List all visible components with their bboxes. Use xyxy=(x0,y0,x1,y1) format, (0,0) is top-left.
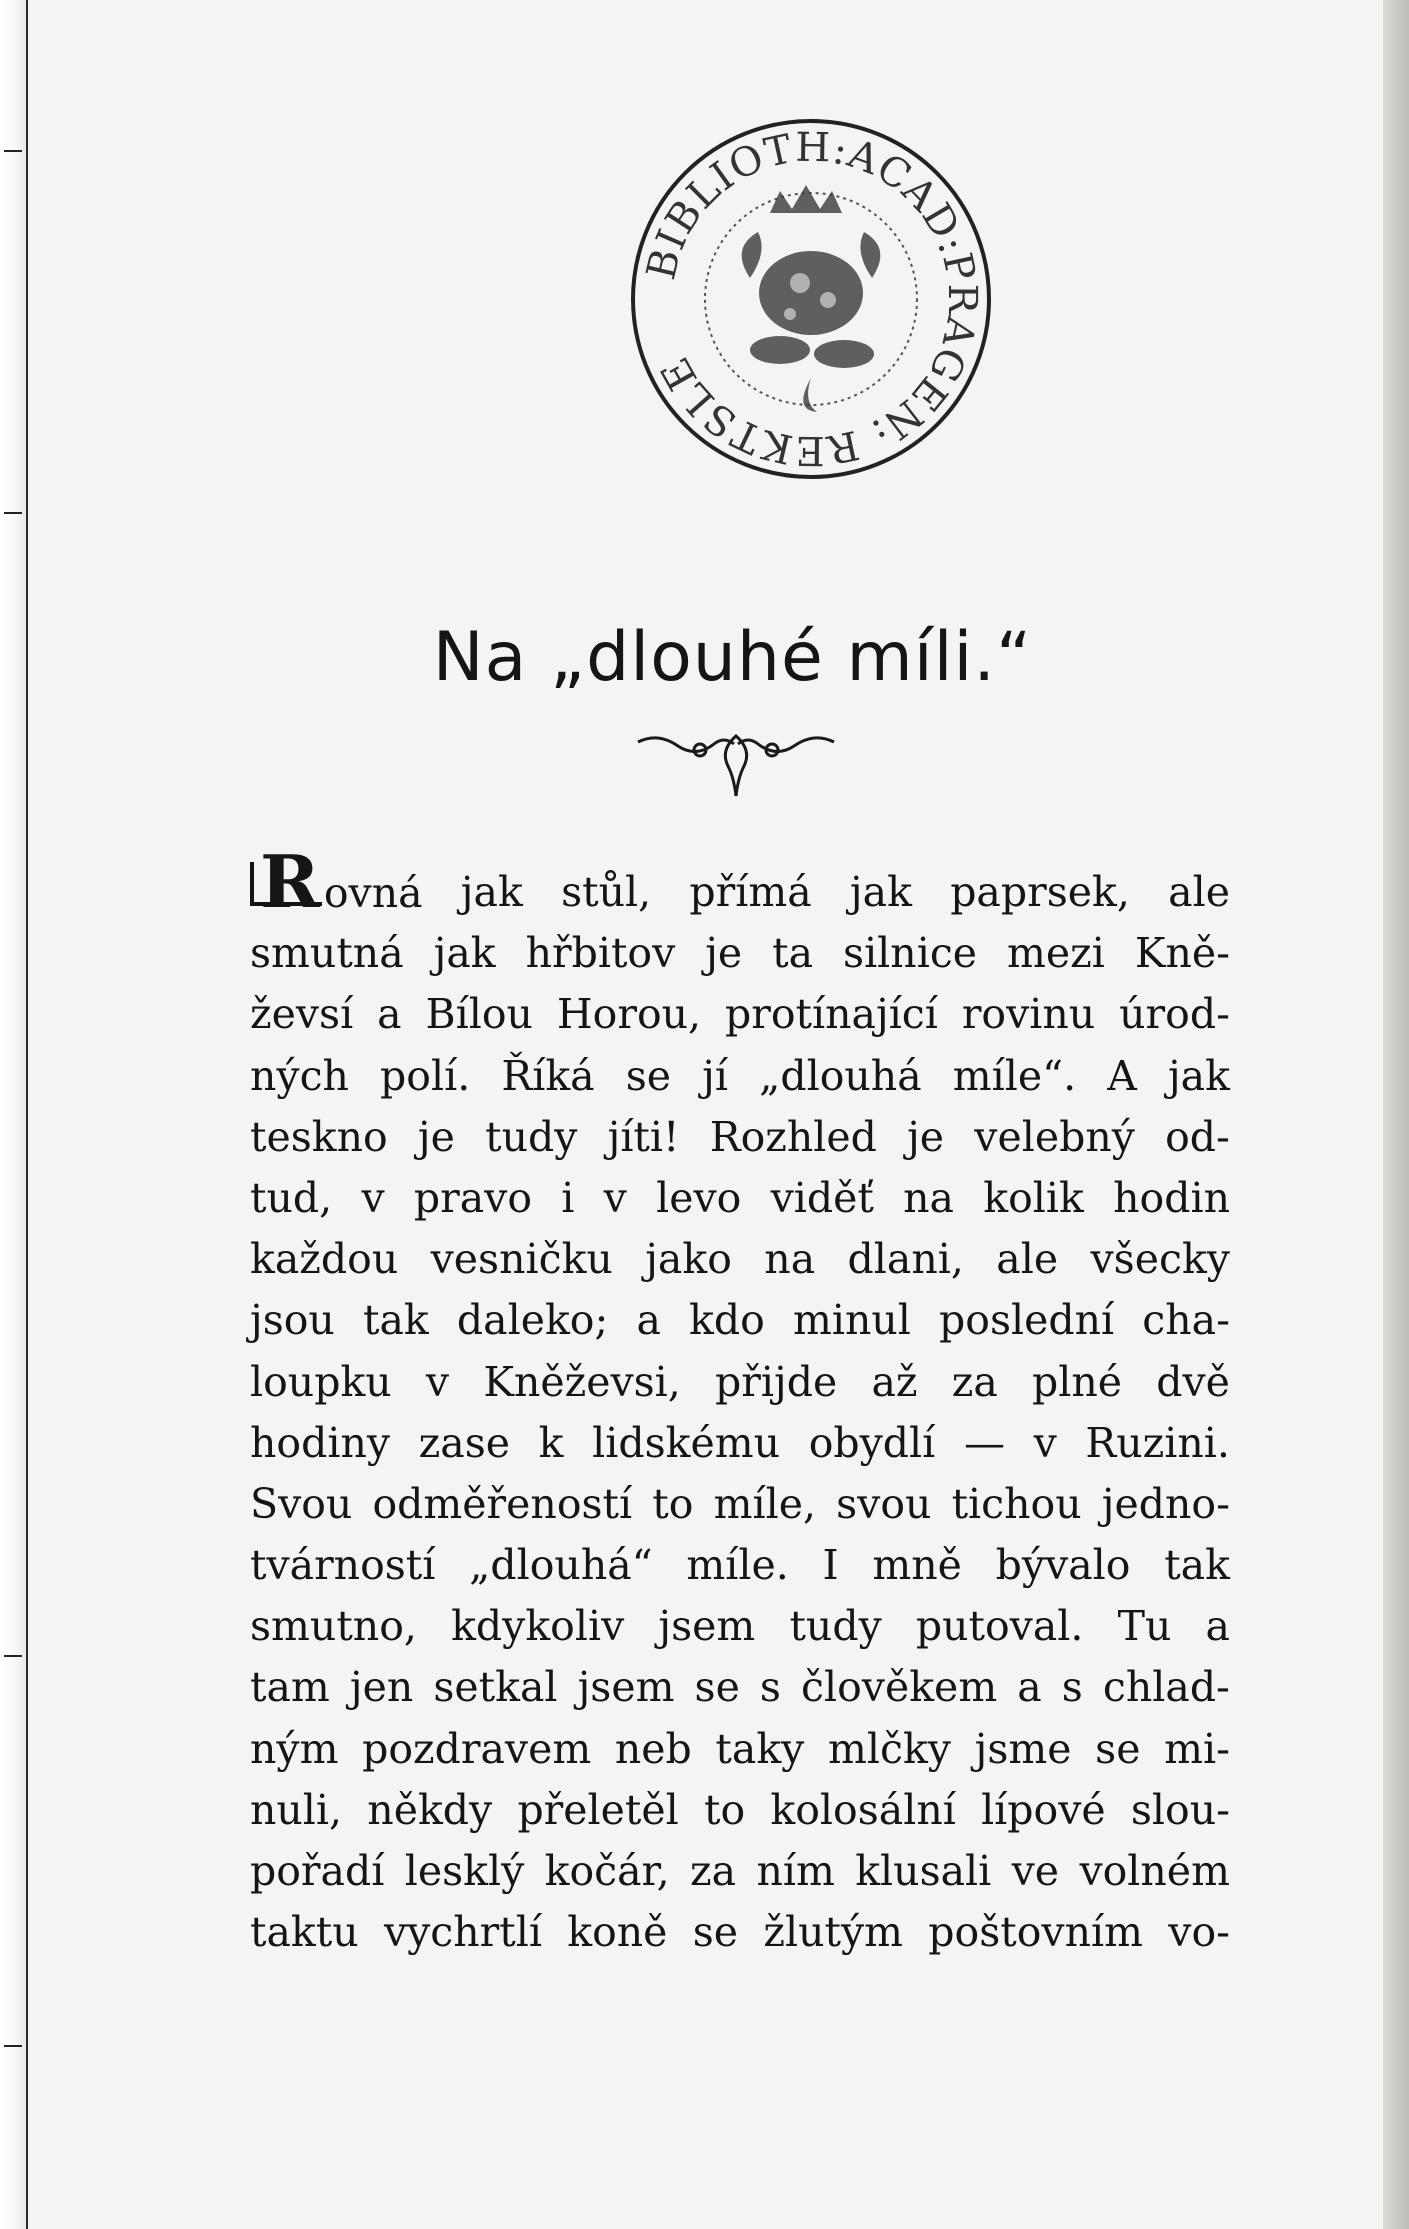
word: Kněževsi, xyxy=(483,1357,681,1406)
word: taky xyxy=(715,1724,805,1773)
word: míle. xyxy=(686,1541,789,1590)
word: Říká xyxy=(501,1051,595,1100)
word: tichou xyxy=(951,1479,1082,1528)
word: kolosální xyxy=(770,1785,956,1834)
text-line-14 xyxy=(250,1657,1230,1718)
word: obydlí xyxy=(808,1418,936,1467)
word: „dlouhá“ xyxy=(469,1541,653,1590)
word: od- xyxy=(1165,1112,1230,1161)
word: k xyxy=(538,1418,564,1467)
word: lidskému xyxy=(592,1418,781,1467)
page-edge-left xyxy=(0,0,28,2229)
text-line-2 xyxy=(250,923,1230,984)
word: daleko; xyxy=(456,1296,609,1345)
crowned-lion-seal-icon xyxy=(742,185,881,412)
word: kdykoliv xyxy=(451,1602,625,1651)
chapter-title: Na „dlouhé míli.“ xyxy=(432,618,1033,697)
word: volném xyxy=(1079,1847,1230,1895)
word: tudy xyxy=(789,1602,882,1651)
word: jí xyxy=(702,1051,728,1100)
word: tvárností xyxy=(250,1541,436,1590)
word: kočár, xyxy=(544,1847,670,1895)
word: plné xyxy=(1031,1357,1123,1406)
word: ným xyxy=(250,1724,339,1773)
word: a xyxy=(636,1296,661,1345)
word: rovinu xyxy=(961,990,1096,1039)
margin-mark xyxy=(4,150,22,152)
text-line-13 xyxy=(250,1596,1230,1657)
word: jak xyxy=(433,929,496,978)
word: v xyxy=(603,1173,627,1222)
word: Tu xyxy=(1117,1602,1172,1651)
word: vesničku xyxy=(430,1235,613,1284)
library-stamp-icon xyxy=(630,118,992,480)
word: jedno- xyxy=(1101,1479,1230,1528)
word: mi- xyxy=(1164,1724,1230,1773)
word: minul xyxy=(792,1296,911,1345)
word: smutno, xyxy=(250,1602,417,1651)
word: pořadí xyxy=(250,1847,385,1895)
text-line-9 xyxy=(250,1352,1230,1413)
word: klusali xyxy=(855,1847,992,1895)
scroll-ornament-icon xyxy=(636,728,836,800)
word: každou xyxy=(250,1235,399,1284)
word: v xyxy=(1033,1418,1057,1467)
word: jsou xyxy=(250,1296,335,1345)
margin-mark xyxy=(4,1655,22,1657)
text-line-5 xyxy=(250,1107,1230,1168)
word: na xyxy=(903,1173,954,1222)
word: ževsí xyxy=(250,990,354,1039)
word: přeletěl xyxy=(517,1785,679,1834)
word: jsem xyxy=(577,1663,675,1712)
word: pozdravem xyxy=(362,1724,592,1773)
word: poslední xyxy=(939,1296,1115,1345)
word: — xyxy=(963,1418,1005,1467)
word: bývalo xyxy=(995,1541,1131,1590)
word: Rovná xyxy=(250,862,423,923)
word: neb xyxy=(614,1724,692,1773)
word: míle, xyxy=(713,1479,816,1528)
word: za xyxy=(951,1357,998,1406)
word: je xyxy=(417,1112,455,1161)
word: až xyxy=(871,1357,918,1406)
word: poštovním xyxy=(928,1908,1143,1957)
word: mezi xyxy=(1007,929,1105,978)
word: je xyxy=(705,929,743,978)
word: žlutým xyxy=(763,1908,903,1957)
word: a xyxy=(1017,1663,1042,1712)
word: viděť xyxy=(770,1173,874,1222)
word: mlčky xyxy=(828,1724,951,1773)
word: I xyxy=(822,1541,839,1590)
word: v xyxy=(425,1357,450,1406)
word: dlani, xyxy=(847,1235,964,1284)
word: někdy xyxy=(367,1785,493,1834)
word: vychrtlí xyxy=(383,1908,542,1957)
word: tud, xyxy=(250,1173,333,1222)
word: jak xyxy=(1167,1051,1230,1100)
word: svou xyxy=(836,1479,932,1528)
word: Ruzini. xyxy=(1085,1418,1230,1467)
word: chlad- xyxy=(1102,1663,1230,1712)
text-line-3 xyxy=(250,984,1230,1045)
margin-mark xyxy=(4,512,22,514)
word: paprsek, xyxy=(950,868,1130,916)
word: „dlouhá xyxy=(759,1051,922,1100)
text-line-11 xyxy=(250,1474,1230,1535)
word: koně xyxy=(567,1908,668,1957)
stamp-text: BIBLIOTH:ACAD:PRAGEN: REKTSLE xyxy=(638,124,986,474)
word: se xyxy=(625,1051,672,1100)
page-edge-right xyxy=(1383,0,1409,2229)
word: za xyxy=(690,1847,737,1895)
word: tak xyxy=(1164,1541,1230,1590)
word: ných xyxy=(250,1051,349,1100)
text-line-4 xyxy=(250,1046,1230,1107)
word: je xyxy=(907,1112,945,1161)
word: Bílou xyxy=(425,990,533,1039)
word: smutná xyxy=(250,929,404,978)
word: hodiny xyxy=(250,1418,391,1467)
text-line-7 xyxy=(250,1229,1230,1290)
word: ale xyxy=(1168,868,1230,916)
word: hodin xyxy=(1113,1173,1230,1222)
word: slou- xyxy=(1130,1785,1230,1834)
word: člověkem xyxy=(801,1663,998,1712)
text-line-10 xyxy=(250,1413,1230,1474)
text-line-6 xyxy=(250,1168,1230,1229)
word: ním xyxy=(756,1847,835,1895)
word: velebný xyxy=(974,1112,1135,1161)
word: tak xyxy=(362,1296,429,1345)
word: v xyxy=(361,1173,385,1222)
word: jako xyxy=(645,1235,732,1284)
chapter-paragraph xyxy=(250,839,1230,1963)
word: tam xyxy=(250,1663,330,1712)
text-line-16 xyxy=(250,1780,1230,1841)
word: silnice xyxy=(843,929,978,978)
word: ale xyxy=(996,1235,1059,1284)
word: to xyxy=(652,1479,694,1528)
word: lesklý xyxy=(404,1847,525,1895)
word: setkal xyxy=(433,1663,558,1712)
word: taktu xyxy=(250,1908,359,1957)
word: stůl, xyxy=(561,868,652,916)
word: se xyxy=(694,1663,740,1712)
word: odměřeností xyxy=(372,1479,633,1528)
word: se xyxy=(1095,1724,1141,1773)
word: a xyxy=(1205,1602,1230,1651)
word: nuli, xyxy=(250,1785,343,1834)
word: přímá xyxy=(689,868,812,916)
word: všecky xyxy=(1090,1235,1230,1284)
word: s xyxy=(759,1663,781,1712)
word: loupku xyxy=(250,1357,392,1406)
text-line-17 xyxy=(250,1841,1230,1902)
word: A xyxy=(1107,1051,1137,1100)
word: Horou, xyxy=(556,990,702,1039)
word: vo- xyxy=(1168,1908,1230,1957)
drop-cap: R xyxy=(250,862,322,906)
word: polí. xyxy=(380,1051,471,1100)
word: tudy xyxy=(485,1112,578,1161)
word: míle“. xyxy=(952,1051,1077,1100)
word: Rozhled xyxy=(709,1112,877,1161)
word: jak xyxy=(849,868,912,916)
word: s xyxy=(1061,1663,1083,1712)
word: ve xyxy=(1011,1847,1060,1895)
word: úrod- xyxy=(1119,990,1230,1039)
word: Kně- xyxy=(1134,929,1230,978)
margin-mark xyxy=(4,2045,22,2047)
word: putoval. xyxy=(915,1602,1084,1651)
word: teskno xyxy=(250,1112,388,1161)
text-line-18 xyxy=(250,1902,1230,1963)
word: jíti! xyxy=(607,1112,680,1161)
word: i xyxy=(561,1173,575,1222)
word: na xyxy=(764,1235,816,1284)
word: a xyxy=(377,990,402,1039)
word: kolik xyxy=(983,1173,1084,1222)
word: levo xyxy=(656,1173,742,1222)
word: to xyxy=(704,1785,746,1834)
word: Svou xyxy=(250,1479,353,1528)
word: hřbitov xyxy=(525,929,676,978)
word: jsme xyxy=(974,1724,1072,1773)
word: pravo xyxy=(413,1173,533,1222)
word: jsem xyxy=(658,1602,756,1651)
word: jen xyxy=(349,1663,414,1712)
text-line-15 xyxy=(250,1719,1230,1780)
word: mně xyxy=(872,1541,962,1590)
word: kdo xyxy=(689,1296,765,1345)
text-line-1 xyxy=(250,839,1230,924)
word: dvě xyxy=(1156,1357,1230,1406)
word: jak xyxy=(460,868,523,916)
word: přijde xyxy=(715,1357,838,1406)
word: se xyxy=(692,1908,739,1957)
word: lípové xyxy=(981,1785,1106,1834)
word: cha- xyxy=(1142,1296,1230,1345)
word: zase xyxy=(418,1418,511,1467)
word: ta xyxy=(772,929,814,978)
word: protínající xyxy=(725,990,938,1039)
text-line-8 xyxy=(250,1290,1230,1351)
text-line-12 xyxy=(250,1535,1230,1596)
